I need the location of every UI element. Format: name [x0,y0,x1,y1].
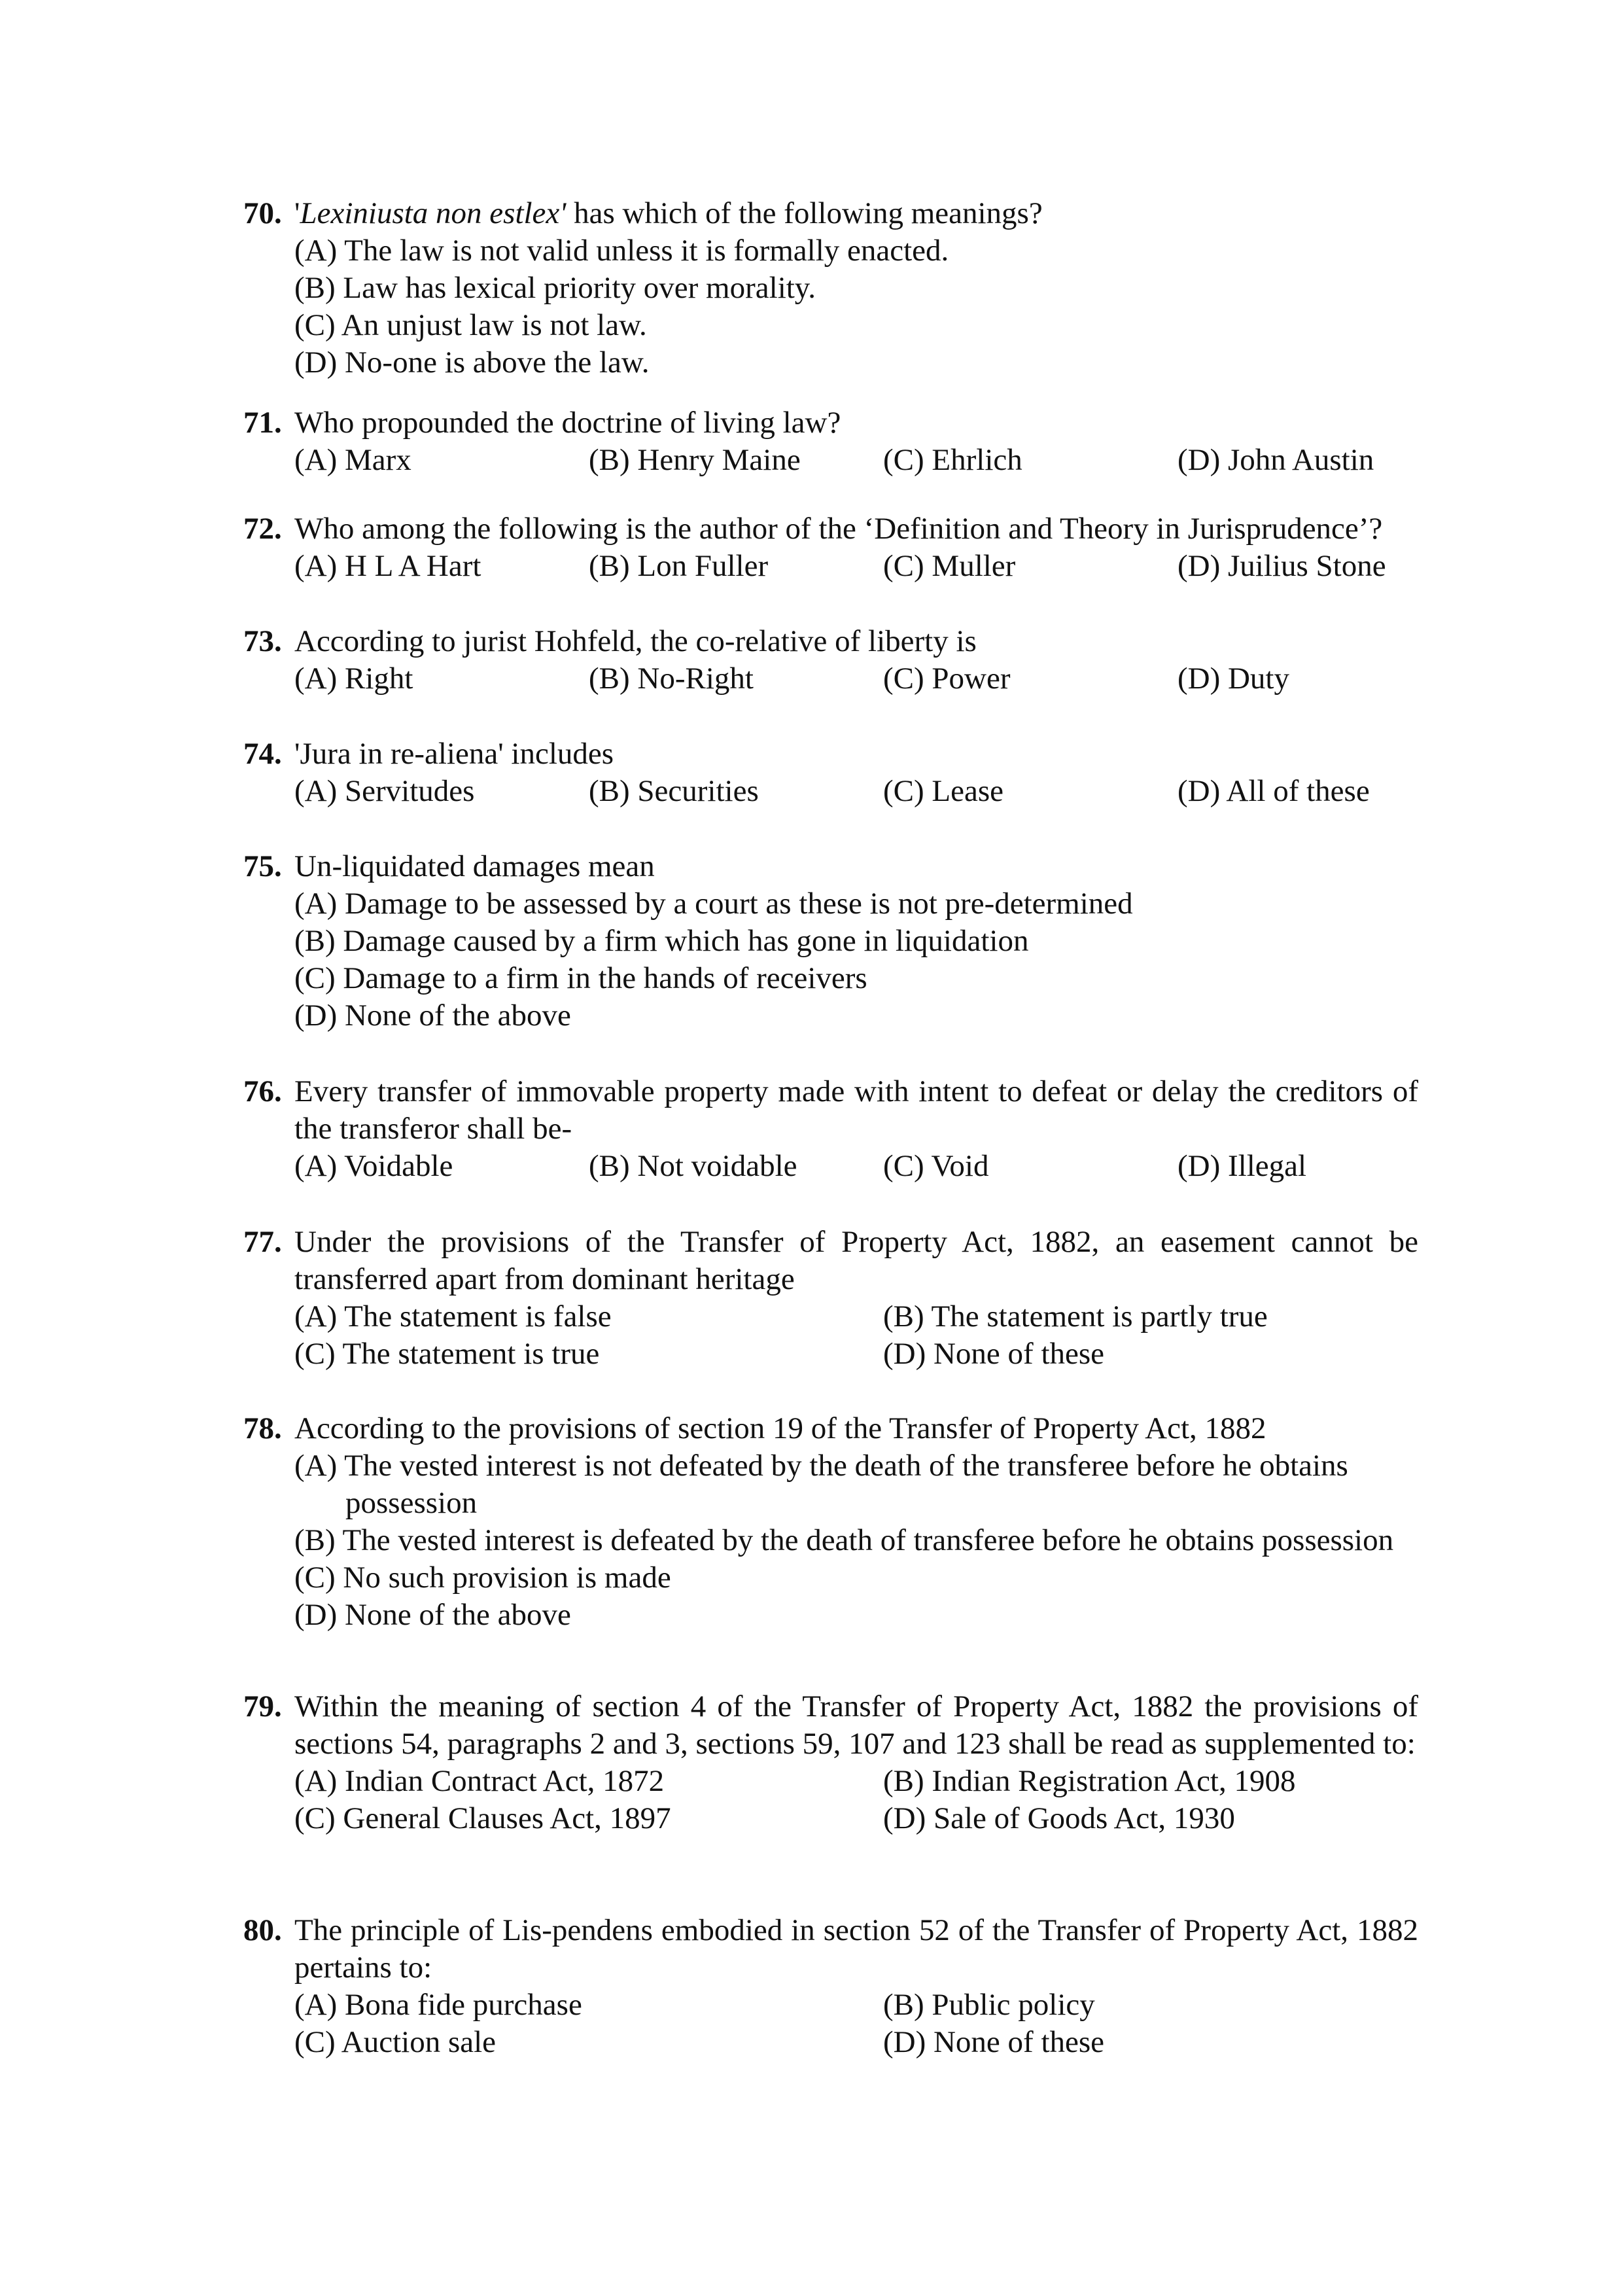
option-d: (D) All of these [1178,774,1370,808]
question-stem [243,1224,1418,1298]
stem-text: 'Jura in re-aliena' includes [294,737,614,771]
question-78 [243,1410,1418,1634]
question-71 [243,404,1418,479]
option-c: (C) No such provision is made [294,1561,671,1595]
option-a: (A) Marx [294,443,411,477]
option-d: (D) None of the above [294,998,571,1033]
stem-text: Who propounded the doctrine of living law? [294,406,841,440]
option-c: (C) Muller [883,549,1016,583]
option-d: (D) None of these [883,1337,1105,1371]
question-72 [243,510,1418,585]
option-c: (C) An unjust law is not law. [294,308,647,342]
option-a: (A) The vested interest is not defeated by the death of the transferee before he obtains possession [294,1449,1348,1520]
option-d: (D) No-one is above the law. [294,345,650,380]
question-stem [243,1912,1418,1987]
option-a: (A) The statement is false [294,1299,612,1333]
stem-text: According to the provisions of section 19 of the Transfer of Property Act, 1882 [294,1411,1266,1445]
option-c: (C) Ehrlich [883,443,1022,477]
options-list [243,232,1418,381]
question-stem [243,623,1418,660]
question-stem [243,195,1418,232]
question-number: 78. [243,1411,282,1445]
option-a: (A) Indian Contract Act, 1872 [294,1764,665,1798]
question-74 [243,735,1418,810]
question-number: 72. [243,512,282,546]
stem-prefix: ' [294,196,300,230]
question-70 [243,195,1418,381]
options-grid [243,1987,1418,2061]
stem-text: Under the provisions of the Transfer of Property Act, 1882, an easement cannot be transferred apart from dominant heritage [294,1225,1418,1296]
question-number: 75. [243,849,282,883]
option-a: (A) The law is not valid unless it is formally enacted. [294,234,949,268]
question-number: 70. [243,196,282,230]
question-number: 74. [243,737,282,771]
question-number: 73. [243,624,282,658]
options-list [243,1447,1418,1634]
stem-suffix: has which of the following meanings? [566,196,1043,230]
option-a: (A) H L A Hart [294,549,481,583]
option-b: (B) Law has lexical priority over morality. [294,271,816,305]
question-79 [243,1688,1418,1837]
options-grid [243,1298,1418,1373]
option-d: (D) John Austin [1178,443,1374,477]
question-76 [243,1073,1418,1185]
question-80 [243,1912,1418,2061]
question-number: 76. [243,1074,282,1108]
option-a: (A) Right [294,662,413,696]
stem-text: According to jurist Hohfeld, the co-relative of liberty is [294,624,977,658]
question-stem [243,735,1418,773]
stem-text: Every transfer of immovable property made with intent to defeat or delay the creditors of the transferor shall be- [294,1074,1418,1146]
option-b: (B) No-Right [589,662,754,696]
question-75 [243,848,1418,1034]
option-d: (D) None of the above [294,1598,571,1632]
option-d: (D) Illegal [1178,1149,1307,1183]
option-d: (D) Duty [1178,662,1289,696]
option-b: (B) Lon Fuller [589,549,769,583]
option-b: (B) Public policy [883,1988,1095,2022]
question-stem [243,510,1418,548]
option-c: (C) Lease [883,774,1003,808]
stem-text: Who among the following is the author of the ‘Definition and Theory in Jurisprudence’? [294,512,1383,546]
options-row [243,442,1418,479]
options-row [243,660,1418,698]
stem-text: The principle of Lis-pendens embodied in section 52 of the Transfer of Property Act, 1882 pertains to: [294,1913,1418,1985]
option-b: (B) Not voidable [589,1149,797,1183]
option-c: (C) The statement is true [294,1337,600,1371]
question-number: 77. [243,1225,282,1259]
option-c: (C) Void [883,1149,989,1183]
question-stem [243,1073,1418,1148]
option-c: (C) Power [883,662,1011,696]
options-grid [243,1763,1418,1837]
question-73 [243,623,1418,698]
options-list [243,885,1418,1034]
options-row [243,548,1418,585]
option-b: (B) Damage caused by a firm which has gone in liquidation [294,924,1029,958]
stem-latin-maxim: Lexiniusta non estlex' [300,196,567,230]
option-c: (C) Auction sale [294,2025,497,2059]
option-a: (A) Damage to be assessed by a court as these is not pre-determined [294,887,1133,921]
stem-text: Un-liquidated damages mean [294,849,655,883]
option-a: (A) Voidable [294,1149,453,1183]
question-stem [243,1688,1418,1763]
option-b: (B) Securities [589,774,759,808]
question-stem [243,1410,1418,1447]
question-number: 71. [243,406,282,440]
option-a: (A) Bona fide purchase [294,1988,582,2022]
stem-text: Within the meaning of section 4 of the Transfer of Property Act, 1882 the provisions of sections 54, paragraphs 2 and 3, sections 59, 107 and 123 shall be read as supplemented to: [294,1689,1418,1761]
question-number: 80. [243,1913,282,1947]
options-row [243,773,1418,810]
option-b: (B) Indian Registration Act, 1908 [883,1764,1296,1798]
option-c: (C) Damage to a firm in the hands of receivers [294,961,867,995]
option-b: (B) The vested interest is defeated by the death of transferee before he obtains possession [294,1523,1394,1557]
question-77 [243,1224,1418,1373]
option-c: (C) General Clauses Act, 1897 [294,1801,671,1835]
option-b: (B) The statement is partly true [883,1299,1268,1333]
question-number: 79. [243,1689,282,1723]
options-row [243,1148,1418,1185]
option-d: (D) Juilius Stone [1178,549,1386,583]
question-stem [243,404,1418,442]
option-d: (D) Sale of Goods Act, 1930 [883,1801,1235,1835]
option-d: (D) None of these [883,2025,1105,2059]
question-stem [243,848,1418,885]
option-b: (B) Henry Maine [589,443,801,477]
option-a: (A) Servitudes [294,774,475,808]
